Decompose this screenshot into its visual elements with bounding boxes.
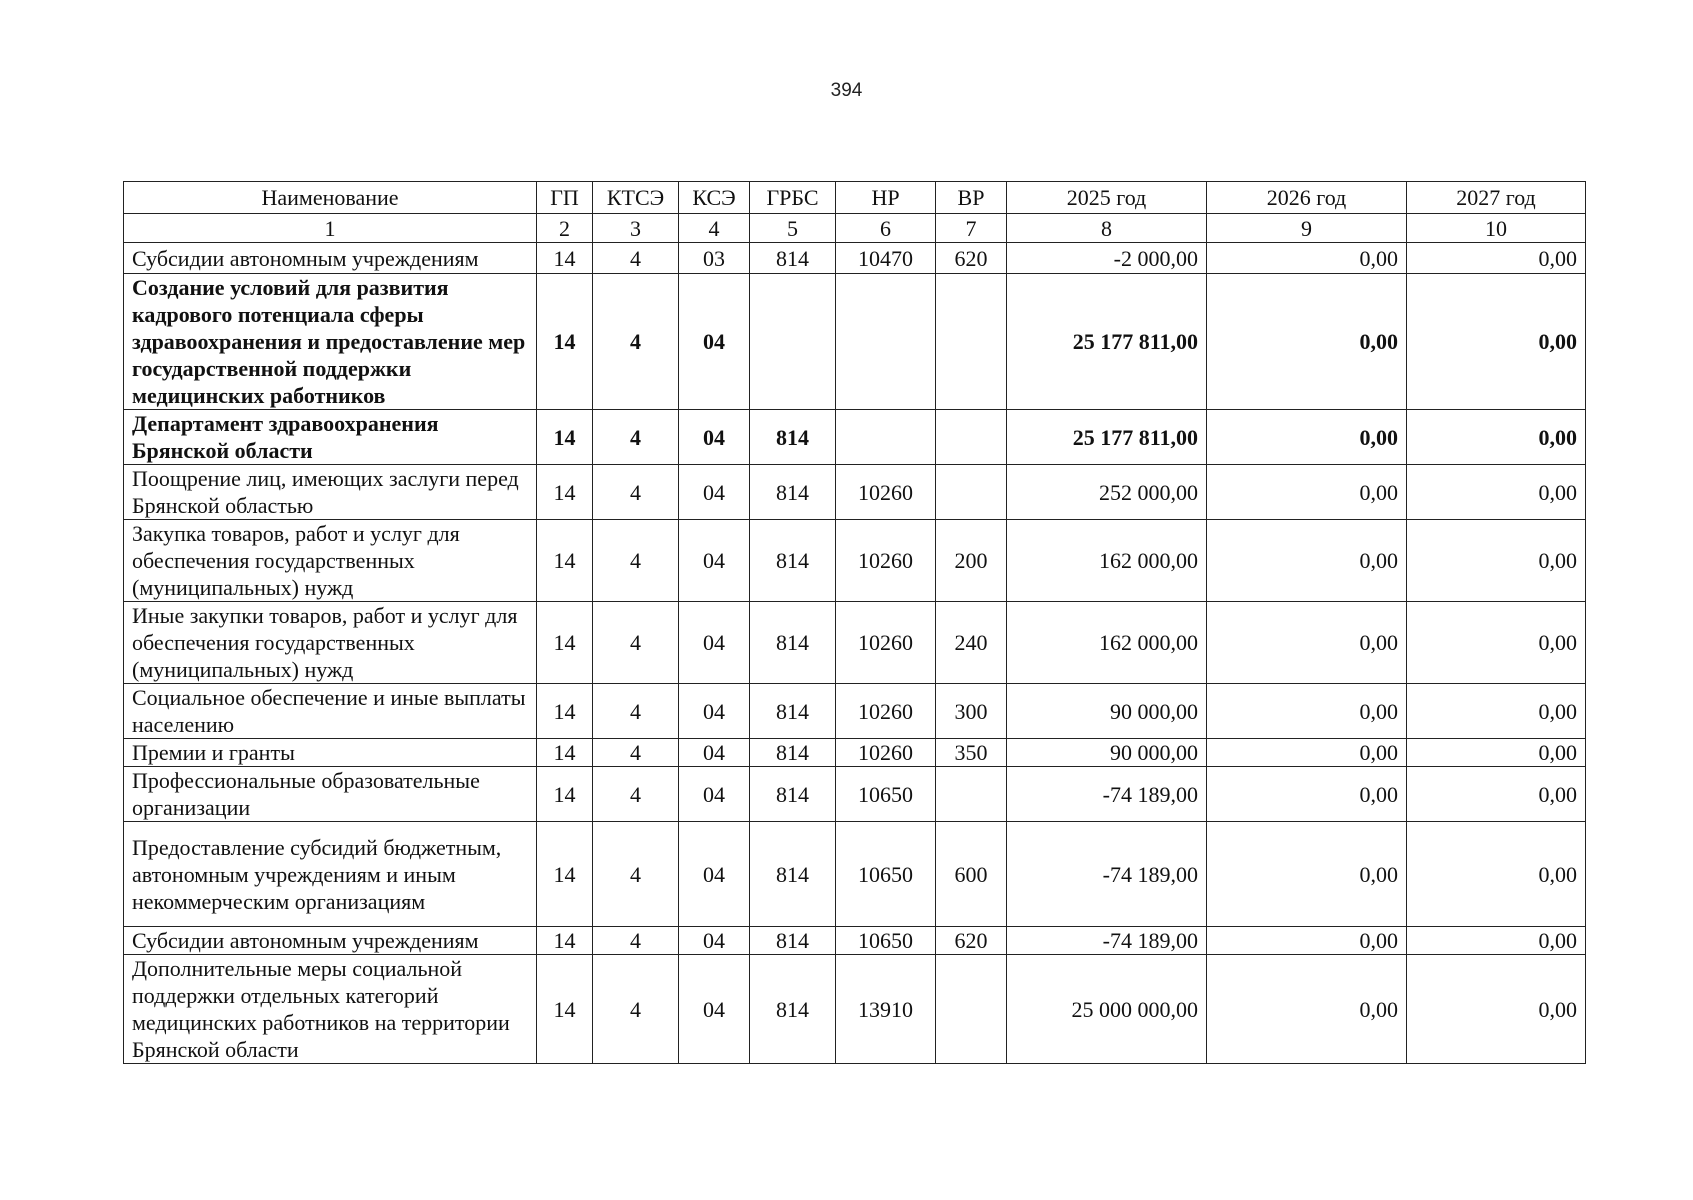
cell-ktse: 4 [593, 822, 679, 927]
cell-gp: 14 [537, 684, 593, 739]
cell-gp: 14 [537, 767, 593, 822]
table-row [124, 822, 1586, 927]
cell-vr [936, 274, 1007, 410]
cell-ktse: 4 [593, 410, 679, 465]
header-kse: КСЭ [679, 182, 750, 214]
cell-kse: 04 [679, 602, 750, 684]
cell-ktse: 4 [593, 520, 679, 602]
cell-vr: 620 [936, 243, 1007, 274]
cell-vr: 240 [936, 602, 1007, 684]
cell-y2025: -74 189,00 [1007, 767, 1207, 822]
header-row [124, 182, 1586, 214]
header-2025: 2025 год [1007, 182, 1207, 214]
cell-name: Субсидии автономным учреждениям [124, 927, 537, 955]
cell-nr: 10650 [836, 927, 936, 955]
cell-grbs: 814 [750, 465, 836, 520]
cell-nr [836, 410, 936, 465]
budget-table [123, 181, 1586, 1064]
cell-y2026: 0,00 [1207, 465, 1407, 520]
cell-kse: 04 [679, 767, 750, 822]
cell-y2025: 252 000,00 [1007, 465, 1207, 520]
header-name: Наименование [124, 182, 537, 214]
header-grbs: ГРБС [750, 182, 836, 214]
cell-y2025: 25 000 000,00 [1007, 955, 1207, 1064]
cell-kse: 04 [679, 739, 750, 767]
cell-grbs: 814 [750, 767, 836, 822]
column-number: 4 [679, 214, 750, 243]
cell-nr: 10260 [836, 739, 936, 767]
cell-y2025: -74 189,00 [1007, 927, 1207, 955]
header-vr: ВР [936, 182, 1007, 214]
cell-gp: 14 [537, 520, 593, 602]
cell-nr: 10260 [836, 520, 936, 602]
cell-y2025: 90 000,00 [1007, 739, 1207, 767]
cell-grbs: 814 [750, 927, 836, 955]
cell-y2026: 0,00 [1207, 602, 1407, 684]
cell-ktse: 4 [593, 955, 679, 1064]
cell-y2026: 0,00 [1207, 274, 1407, 410]
cell-grbs [750, 274, 836, 410]
cell-y2025: -2 000,00 [1007, 243, 1207, 274]
cell-ktse: 4 [593, 684, 679, 739]
cell-kse: 04 [679, 822, 750, 927]
cell-y2027: 0,00 [1407, 274, 1586, 410]
cell-vr: 200 [936, 520, 1007, 602]
cell-vr: 350 [936, 739, 1007, 767]
cell-vr [936, 955, 1007, 1064]
cell-y2026: 0,00 [1207, 822, 1407, 927]
cell-vr [936, 410, 1007, 465]
cell-vr: 620 [936, 927, 1007, 955]
cell-y2025: -74 189,00 [1007, 822, 1207, 927]
cell-y2026: 0,00 [1207, 243, 1407, 274]
table-row [124, 955, 1586, 1064]
cell-y2027: 0,00 [1407, 739, 1586, 767]
cell-y2026: 0,00 [1207, 927, 1407, 955]
cell-ktse: 4 [593, 243, 679, 274]
cell-kse: 04 [679, 955, 750, 1064]
cell-y2026: 0,00 [1207, 520, 1407, 602]
cell-y2026: 0,00 [1207, 684, 1407, 739]
cell-kse: 03 [679, 243, 750, 274]
cell-gp: 14 [537, 602, 593, 684]
cell-nr: 10650 [836, 822, 936, 927]
cell-y2027: 0,00 [1407, 520, 1586, 602]
table-row [124, 684, 1586, 739]
table-row [124, 602, 1586, 684]
column-number-row [124, 214, 1586, 243]
cell-name: Профессиональные образовательные организации [124, 767, 537, 822]
cell-vr [936, 465, 1007, 520]
cell-y2027: 0,00 [1407, 243, 1586, 274]
column-number: 9 [1207, 214, 1407, 243]
cell-kse: 04 [679, 684, 750, 739]
cell-y2027: 0,00 [1407, 602, 1586, 684]
cell-ktse: 4 [593, 274, 679, 410]
cell-y2027: 0,00 [1407, 410, 1586, 465]
header-ktse: КТСЭ [593, 182, 679, 214]
cell-grbs: 814 [750, 602, 836, 684]
cell-kse: 04 [679, 465, 750, 520]
cell-gp: 14 [537, 927, 593, 955]
table-row [124, 274, 1586, 410]
cell-y2027: 0,00 [1407, 822, 1586, 927]
table-row [124, 927, 1586, 955]
cell-nr [836, 274, 936, 410]
cell-kse: 04 [679, 410, 750, 465]
column-number: 2 [537, 214, 593, 243]
cell-nr: 10260 [836, 602, 936, 684]
table-body [124, 243, 1586, 1064]
cell-y2026: 0,00 [1207, 739, 1407, 767]
cell-y2027: 0,00 [1407, 927, 1586, 955]
cell-ktse: 4 [593, 739, 679, 767]
cell-name: Иные закупки товаров, работ и услуг для обеспечения государственных (муниципальных) нужд [124, 602, 537, 684]
table-row [124, 739, 1586, 767]
header-gp: ГП [537, 182, 593, 214]
table-row [124, 520, 1586, 602]
cell-name: Закупка товаров, работ и услуг для обеспечения государственных (муниципальных) нужд [124, 520, 537, 602]
cell-grbs: 814 [750, 520, 836, 602]
cell-nr: 10260 [836, 684, 936, 739]
cell-y2027: 0,00 [1407, 684, 1586, 739]
page-number: 394 [830, 80, 863, 101]
cell-ktse: 4 [593, 767, 679, 822]
header-2027: 2027 год [1407, 182, 1586, 214]
header-2026: 2026 год [1207, 182, 1407, 214]
header-nr: НР [836, 182, 936, 214]
cell-gp: 14 [537, 822, 593, 927]
cell-name: Создание условий для развития кадрового потенциала сферы здравоохранения и предоставление мер государственной поддержки медицинских работников [124, 274, 537, 410]
cell-name: Дополнительные меры социальной поддержки отдельных категорий медицинских работников на территории Брянской области [124, 955, 537, 1064]
column-number: 1 [124, 214, 537, 243]
cell-y2027: 0,00 [1407, 767, 1586, 822]
cell-vr: 600 [936, 822, 1007, 927]
cell-nr: 10650 [836, 767, 936, 822]
cell-y2027: 0,00 [1407, 465, 1586, 520]
cell-name: Поощрение лиц, имеющих заслуги перед Брянской областью [124, 465, 537, 520]
cell-grbs: 814 [750, 684, 836, 739]
cell-name: Социальное обеспечение и иные выплаты населению [124, 684, 537, 739]
cell-gp: 14 [537, 465, 593, 520]
cell-y2026: 0,00 [1207, 767, 1407, 822]
cell-name: Предоставление субсидий бюджетным, автономным учреждениям и иным некоммерческим организациям [124, 822, 537, 927]
column-number: 7 [936, 214, 1007, 243]
cell-kse: 04 [679, 274, 750, 410]
cell-vr [936, 767, 1007, 822]
cell-vr: 300 [936, 684, 1007, 739]
cell-grbs: 814 [750, 955, 836, 1064]
cell-grbs: 814 [750, 410, 836, 465]
cell-y2026: 0,00 [1207, 955, 1407, 1064]
cell-y2025: 25 177 811,00 [1007, 410, 1207, 465]
cell-ktse: 4 [593, 465, 679, 520]
cell-y2026: 0,00 [1207, 410, 1407, 465]
column-number: 3 [593, 214, 679, 243]
cell-grbs: 814 [750, 739, 836, 767]
column-number: 5 [750, 214, 836, 243]
cell-grbs: 814 [750, 243, 836, 274]
column-number: 8 [1007, 214, 1207, 243]
cell-gp: 14 [537, 739, 593, 767]
cell-gp: 14 [537, 243, 593, 274]
table-row [124, 410, 1586, 465]
column-number: 10 [1407, 214, 1586, 243]
cell-nr: 10470 [836, 243, 936, 274]
cell-kse: 04 [679, 927, 750, 955]
cell-gp: 14 [537, 274, 593, 410]
table-row [124, 243, 1586, 274]
table-row [124, 767, 1586, 822]
column-number: 6 [836, 214, 936, 243]
cell-ktse: 4 [593, 927, 679, 955]
cell-ktse: 4 [593, 602, 679, 684]
cell-y2025: 90 000,00 [1007, 684, 1207, 739]
cell-y2027: 0,00 [1407, 955, 1586, 1064]
cell-name: Департамент здравоохранения Брянской области [124, 410, 537, 465]
cell-y2025: 162 000,00 [1007, 520, 1207, 602]
cell-gp: 14 [537, 955, 593, 1064]
cell-grbs: 814 [750, 822, 836, 927]
cell-nr: 10260 [836, 465, 936, 520]
cell-gp: 14 [537, 410, 593, 465]
cell-y2025: 162 000,00 [1007, 602, 1207, 684]
table-row [124, 465, 1586, 520]
cell-nr: 13910 [836, 955, 936, 1064]
cell-name: Премии и гранты [124, 739, 537, 767]
cell-name: Субсидии автономным учреждениям [124, 243, 537, 274]
cell-kse: 04 [679, 520, 750, 602]
cell-y2025: 25 177 811,00 [1007, 274, 1207, 410]
